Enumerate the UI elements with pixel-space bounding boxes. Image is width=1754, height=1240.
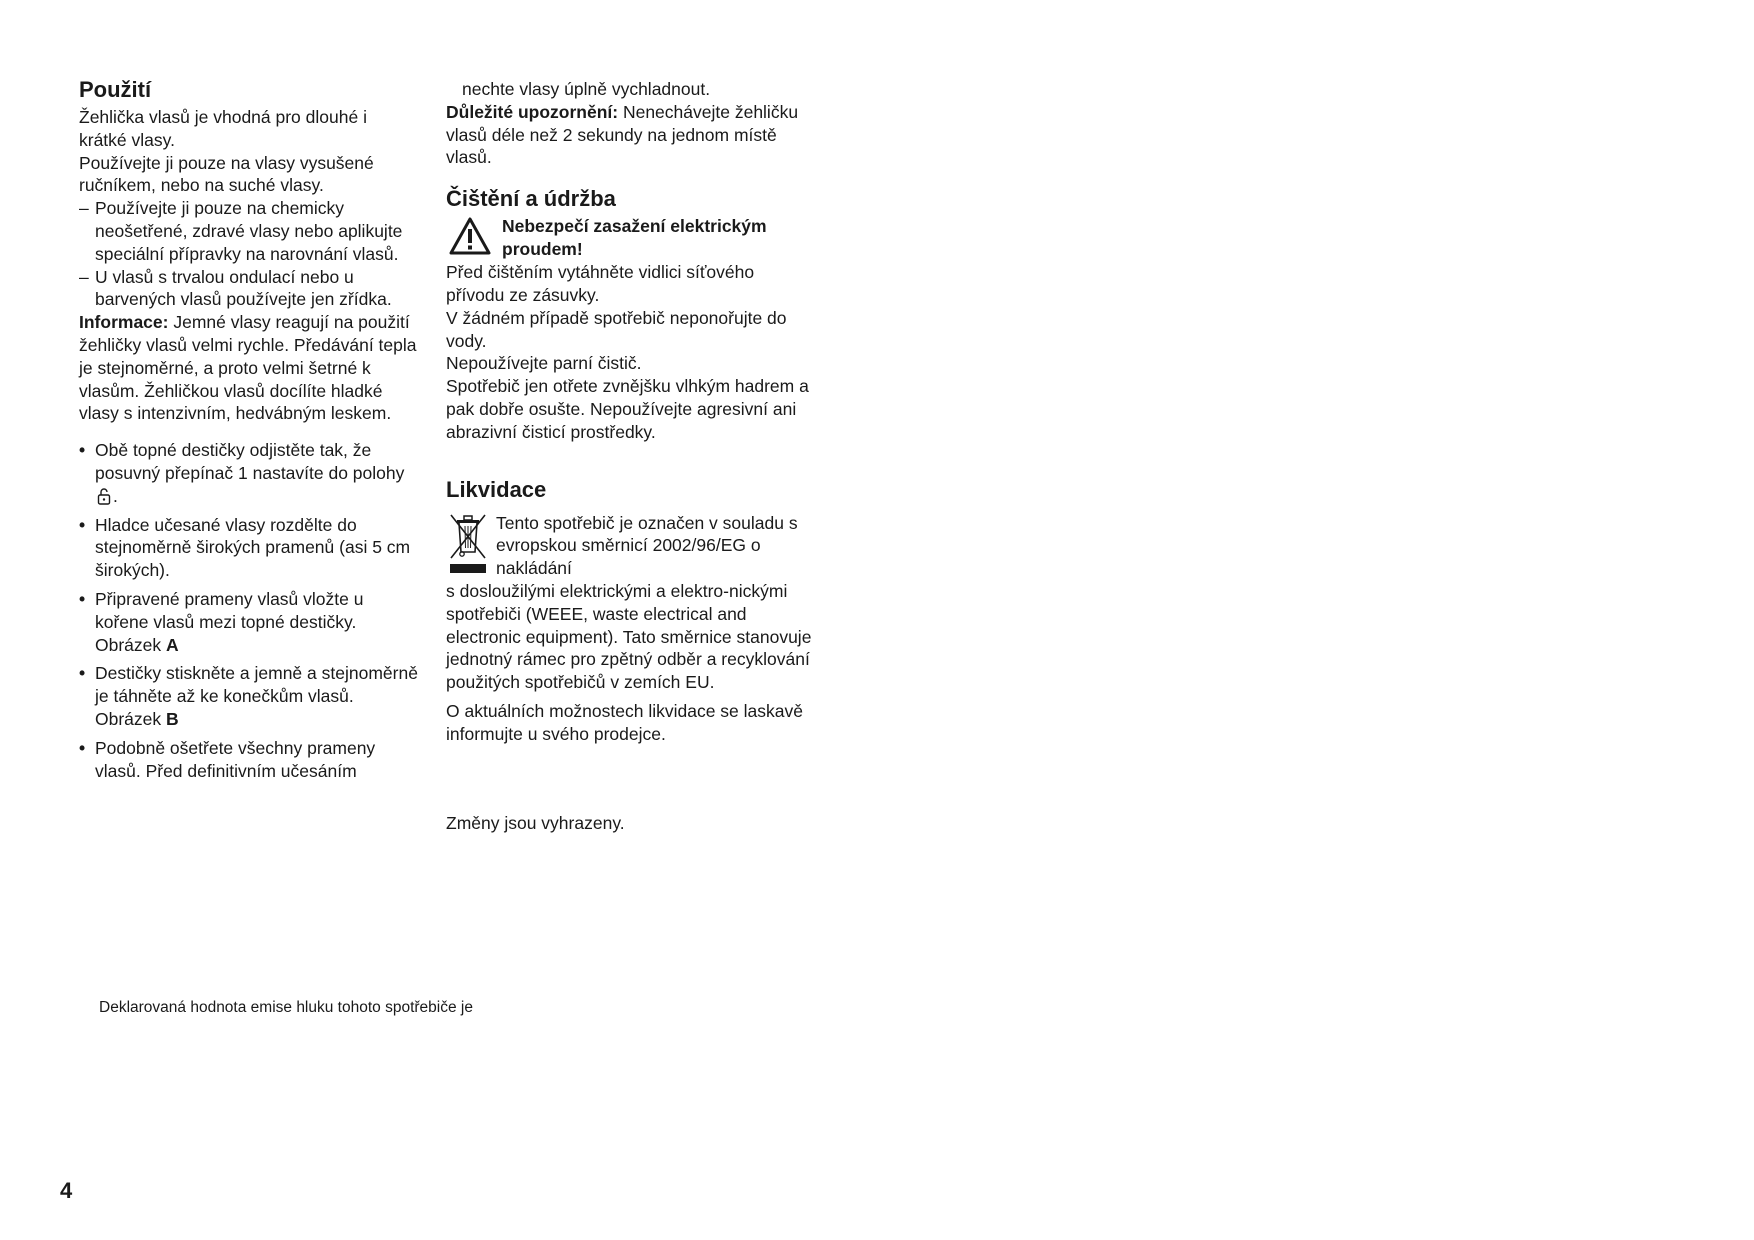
bullet-item-repeat <box>79 737 419 783</box>
bullet-symbol: • <box>79 440 86 461</box>
figure-letter: A <box>166 634 179 655</box>
electric-shock-warning <box>446 215 816 261</box>
warning-triangle-icon <box>448 216 492 256</box>
important-text: Nenechávejte žehličku vlasů déle než 2 sekundy na jednom místě vlasů. <box>446 101 799 168</box>
changes-reserved: Změny jsou vyhrazeny. <box>446 812 625 833</box>
figure-letter: B <box>166 708 179 729</box>
section-heading-disposal: Likvidace <box>446 476 547 502</box>
warning-text: Nebezpečí zasažení elektrickým proudem! <box>502 216 767 259</box>
dash-item-chemical <box>79 197 419 265</box>
cleaning-wipe: Spotřebič jen otřete zvnějšku vlhkým hadrem a pak dobře osušte. Nepoužívejte agresivní ani abrazivní čisticí prostředky. <box>446 376 809 442</box>
cleaning-unplug: Před čištěním vytáhněte vidlici síťového přívodu ze zásuvky. <box>446 262 755 305</box>
info-label: Informace: <box>79 312 169 333</box>
dash-text: U vlasů s trvalou ondulací nebo u barvených vlasů používejte jen zřídka. <box>95 266 392 310</box>
bullet-symbol: • <box>79 514 86 535</box>
left-column <box>79 76 419 782</box>
bullet-text-end: . <box>113 485 118 506</box>
continuation-text: nechte vlasy úplně vychladnout. <box>462 79 711 99</box>
important-label: Důležité upozornění: <box>446 101 619 122</box>
bullet-item-insert <box>79 588 419 656</box>
bullet-item-unlock <box>79 439 419 507</box>
unlock-icon <box>97 487 111 505</box>
crossed-bin-icon <box>448 512 488 574</box>
bullet-symbol: • <box>79 663 86 684</box>
info-text: Jemné vlasy reagují na použití žehličky vlasů velmi rychle. Předávání tepla je stejnoměrné, a proto velmi šetrné k vlasům. Žehličkou vlasů docílíte hladké vlasy s intenzivním, hedvábným leskem. <box>79 312 417 424</box>
info-paragraph <box>79 311 419 425</box>
dash-text: Používejte ji pouze na chemicky neošetřené, zdravé vlasy nebo aplikujte speciální přípravky na narovnání vlasů. <box>95 198 403 264</box>
figure-ref: Obrázek <box>95 708 162 729</box>
disposal-directive-text: s dosloužilými elektrickými a elektro-nickými spotřebiči (WEEE, waste electrical and electronic equipment). Tato směrnice stanovuje jednotný rámec pro zpětný odběr a recyklování použitých spotřebičů v zemích EU. <box>446 580 812 693</box>
noise-emission-footnote: Deklarovaná hodnota emise hluku tohoto spotřebiče je <box>99 999 473 1016</box>
dash-symbol: – <box>79 266 89 287</box>
bullet-text: Obě topné destičky odjistěte tak, že posuvný přepínač 1 nastavíte do polohy <box>95 440 405 483</box>
bullet-text: Hladce učesané vlasy rozdělte do stejnoměrně širokých pramenů (asi 5 cm širokých). <box>95 514 411 581</box>
important-notice <box>446 101 816 169</box>
section-heading-use: Použití <box>79 77 152 102</box>
figure-ref: Obrázek <box>95 634 162 655</box>
disposal-first-lines: Tento spotřebič je označen v souladu s evropskou směrnicí 2002/96/EG o nakládání <box>496 512 798 579</box>
bullet-item-divide <box>79 514 419 582</box>
weee-notice <box>446 512 816 580</box>
cleaning-no-steam: Nepoužívejte parní čistič. <box>446 353 642 374</box>
page-number: 4 <box>60 1178 73 1203</box>
right-column <box>446 78 816 834</box>
bullet-symbol: • <box>79 737 86 758</box>
dash-item-permed <box>79 266 419 312</box>
dash-symbol: – <box>79 198 89 219</box>
disposal-dealer-info: O aktuálních možnostech likvidace se laskavě informujte u svého prodejce. <box>446 700 803 744</box>
bullet-text: Připravené prameny vlasů vložte u kořene vlasů mezi topné destičky. <box>95 588 364 632</box>
cleaning-no-immersion: V žádném případě spotřebič neponořujte do vody. <box>446 307 787 351</box>
bullet-text: Destičky stiskněte a jemně a stejnoměrně je táhněte až ke konečkům vlasů. <box>95 663 418 707</box>
paragraph-dry-hair: Používejte ji pouze na vlasy vysušené ručníkem, nebo na suché vlasy. <box>79 152 374 196</box>
bullet-text: Podobně ošetřete všechny prameny vlasů. Před definitivním učesáním <box>95 737 376 781</box>
paragraph-suitability: Žehlička vlasů je vhodná pro dlouhé i krátké vlasy. <box>79 107 367 150</box>
bullet-symbol: • <box>79 588 86 609</box>
bullet-item-press <box>79 662 419 730</box>
section-heading-cleaning: Čištění a údržba <box>446 186 616 212</box>
